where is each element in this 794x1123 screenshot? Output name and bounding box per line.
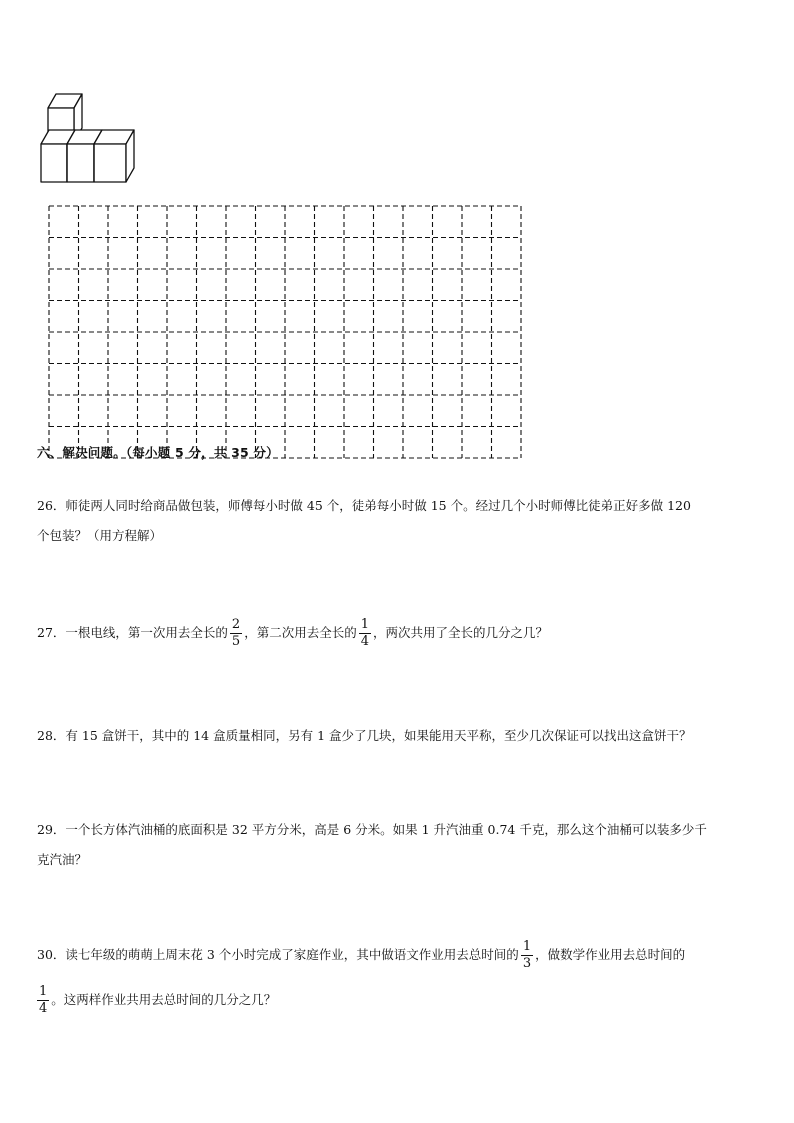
question-30-text-start: 30．读七年级的萌萌上周末花 3 个小时完成了家庭作业，其中做语文作业用去总时间的 (37, 947, 519, 962)
question-29-line2: 克汽油？ (37, 852, 88, 867)
fraction-one-third (521, 940, 533, 971)
cube-stack-figure (38, 92, 138, 186)
cube-front-face (94, 144, 126, 182)
fraction-numerator: 1 (360, 617, 369, 632)
question-30 (37, 940, 685, 971)
fraction-denominator: 4 (360, 634, 369, 649)
question-29-line1: 29．一个长方体汽油桶的底面积是 32 平方分米，高是 6 分米。如果 1 升汽油重 0.74 千克，那么这个油桶可以装多少千 (37, 822, 707, 837)
question-26-line1: 26．师徒两人同时给商品做包装，师傅每小时做 45 个，徒弟每小时做 15 个。经过几个小时师傅比徒弟正好多做 120 (37, 498, 691, 513)
question-27-text-middle: ，第二次用去全长的 (244, 625, 357, 640)
fraction-denominator: 4 (39, 1001, 48, 1016)
cube-front-face (67, 144, 94, 182)
fraction-one-quarter (37, 985, 49, 1016)
question-26-line2: 个包装？（用方程解） (37, 528, 163, 543)
fraction-one-quarter (359, 618, 371, 649)
dashed-drawing-grid (48, 205, 522, 459)
fraction-two-fifths (230, 618, 242, 649)
fraction-denominator: 5 (231, 634, 241, 649)
fraction-numerator: 2 (231, 617, 241, 632)
question-28: 28．有 15 盒饼干，其中的 14 盒质量相同，另有 1 盒少了几块，如果能用天平称，至少几次保证可以找出这盒饼干？ (37, 728, 692, 743)
question-30-text-middle: ，做数学作业用去总时间的 (535, 947, 686, 962)
question-27-text-start: 27．一根电线，第一次用去全长的 (37, 625, 228, 640)
question-30-text-end: 。这两样作业共用去总时间的几分之几？ (51, 992, 277, 1007)
question-30-line2 (37, 985, 276, 1016)
question-26 (37, 497, 691, 545)
fraction-denominator: 3 (522, 956, 532, 971)
cube-front-face (41, 144, 67, 182)
question-27 (37, 618, 548, 649)
fraction-numerator: 1 (522, 939, 532, 954)
section-heading: 六、解决问题。（每小题 5 分，共 35 分） (37, 445, 279, 460)
question-27-text-end: ，两次共用了全长的几分之几？ (373, 625, 549, 640)
fraction-numerator: 1 (39, 984, 48, 999)
question-29 (37, 821, 707, 869)
